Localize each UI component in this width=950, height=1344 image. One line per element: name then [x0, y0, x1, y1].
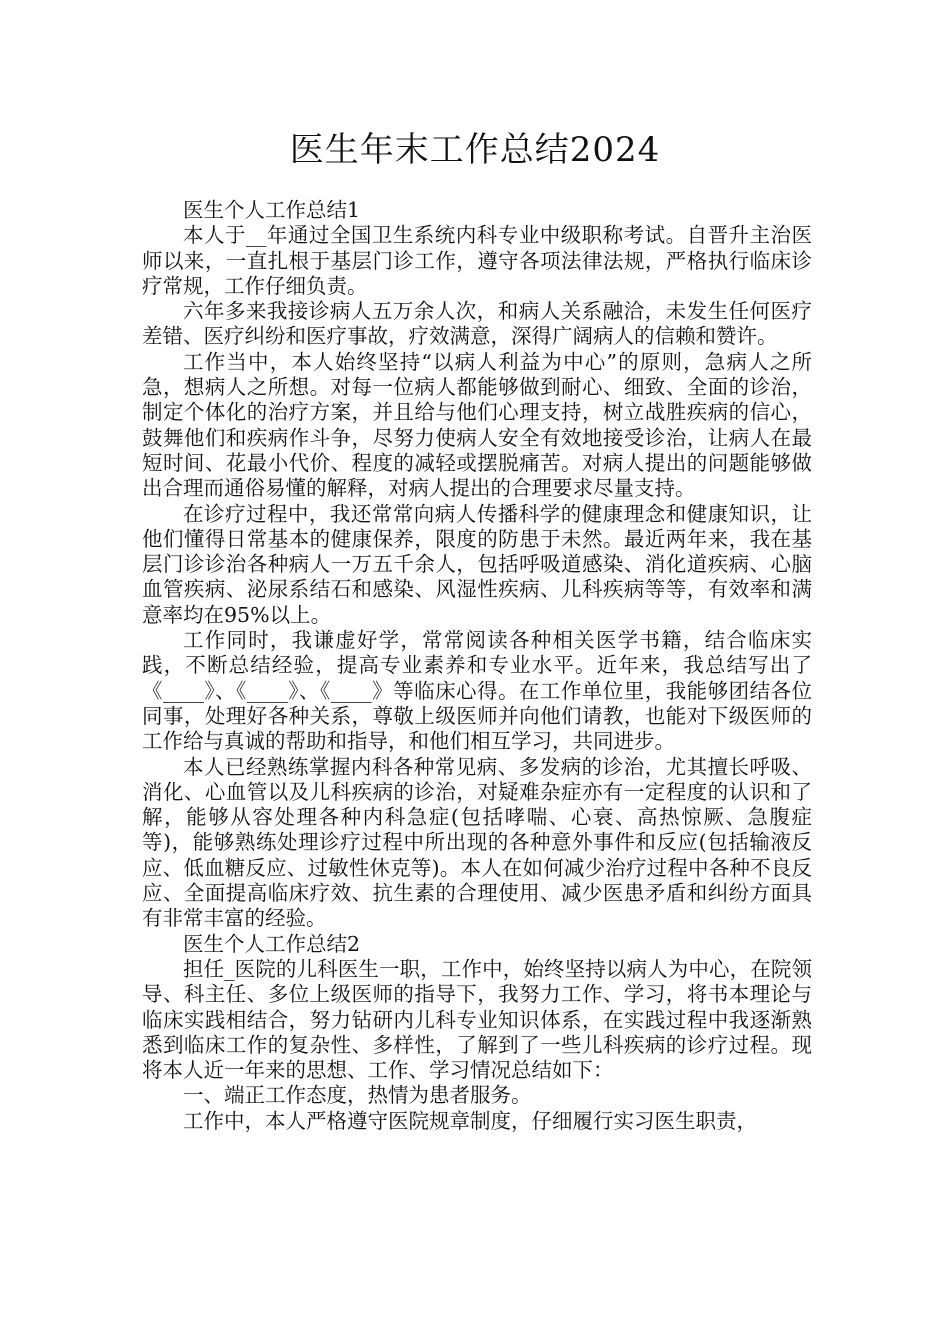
paragraph: 工作当中，本人始终坚持“以病人利益为中心”的原则，急病人之所急，想病人之所想。对每一位病人都能够做到耐心、细致、全面的诊治，制定个体化的治疗方案，并且给与他们心理支持，树立战胜疾病的信心，鼓舞他们和疾病作斗争，尽努力使病人安全有效地接受诊治，让病人在最短时间、花最小代价、程度的减轻或摆脱痛苦。对病人提出的问题能够做出合理而通俗易懂的解释，对病人提出的合理要求尽量支持。	[142, 349, 812, 501]
paragraph: 工作中，本人严格遵守医院规章制度，仔细履行实习医生职责，	[183, 1108, 757, 1133]
paragraph: 工作同时，我谦虚好学，常常阅读各种相关医学书籍，结合临床实践，不断总结经验，提高专业素养和专业水平。近年来，我总结写出了《____》、《____》、《____》等临床心得。在工作单位里，我能够团结各位同事，处理好各种关系，尊敬上级医师并向他们请教，也能对下级医师的工作给与真诚的帮助和指导，和他们相互学习，共同进步。	[142, 628, 812, 754]
paragraph: 担任_医院的儿科医生一职，工作中，始终坚持以病人为中心，在院领导、科主任、多位上级医师的指导下，我努力工作、学习，将书本理论与临床实践相结合，努力钻研内儿科专业知识体系，在实践过程中我逐渐熟悉到临床工作的复杂性、多样性，了解到了一些儿科疾病的诊疗过程。现将本人近一年来的思想、工作、学习情况总结如下：	[142, 956, 812, 1083]
subheading: 一、端正工作态度，热情为患者服务。	[183, 1083, 532, 1108]
section-heading-1: 医生个人工作总结1	[183, 198, 361, 222]
document-body	[142, 198, 812, 1134]
paragraph: 在诊疗过程中，我还常常向病人传播科学的健康理念和健康知识，让他们懂得日常基本的健康保养，限度的防患于未然。最近两年来，我在基层门诊诊治各种病人一万五千余人，包括呼吸道感染、消化道疾病、心脑血管疾病、泌尿系结石和感染、风湿性疾病、儿科疾病等等，有效率和满意率均在95%以上。	[142, 501, 812, 627]
document-title: 医生年末工作总结2024	[289, 130, 661, 170]
paragraph: 本人于__年通过全国卫生系统内科专业中级职称考试。自晋升主治医师以来，一直扎根于基层门诊工作，遵守各项法律法规，严格执行临床诊疗常规，工作仔细负责。	[142, 223, 812, 298]
paragraph: 六年多来我接诊病人五万余人次，和病人关系融洽，未发生任何医疗差错、医疗纠纷和医疗事故，疗效满意，深得广阔病人的信赖和赞许。	[142, 299, 812, 349]
paragraph: 本人已经熟练掌握内科各种常见病、多发病的诊治，尤其擅长呼吸、消化、心血管以及儿科疾病的诊治，对疑难杂症亦有一定程度的认识和了解，能够从容处理各种内科急症(包括哮喘、心衰、高热惊厥、急腹症等)，能够熟练处理诊疗过程中所出现的各种意外事件和反应(包括输液反应、低血糖反应、过敏性休克等)。本人在如何减少治疗过程中各种不良反应、全面提高临床疗效、抗生素的合理使用、减少医患矛盾和纠纷方面具有非常丰富的经验。	[142, 754, 812, 931]
section-heading-2: 医生个人工作总结2	[183, 931, 361, 956]
